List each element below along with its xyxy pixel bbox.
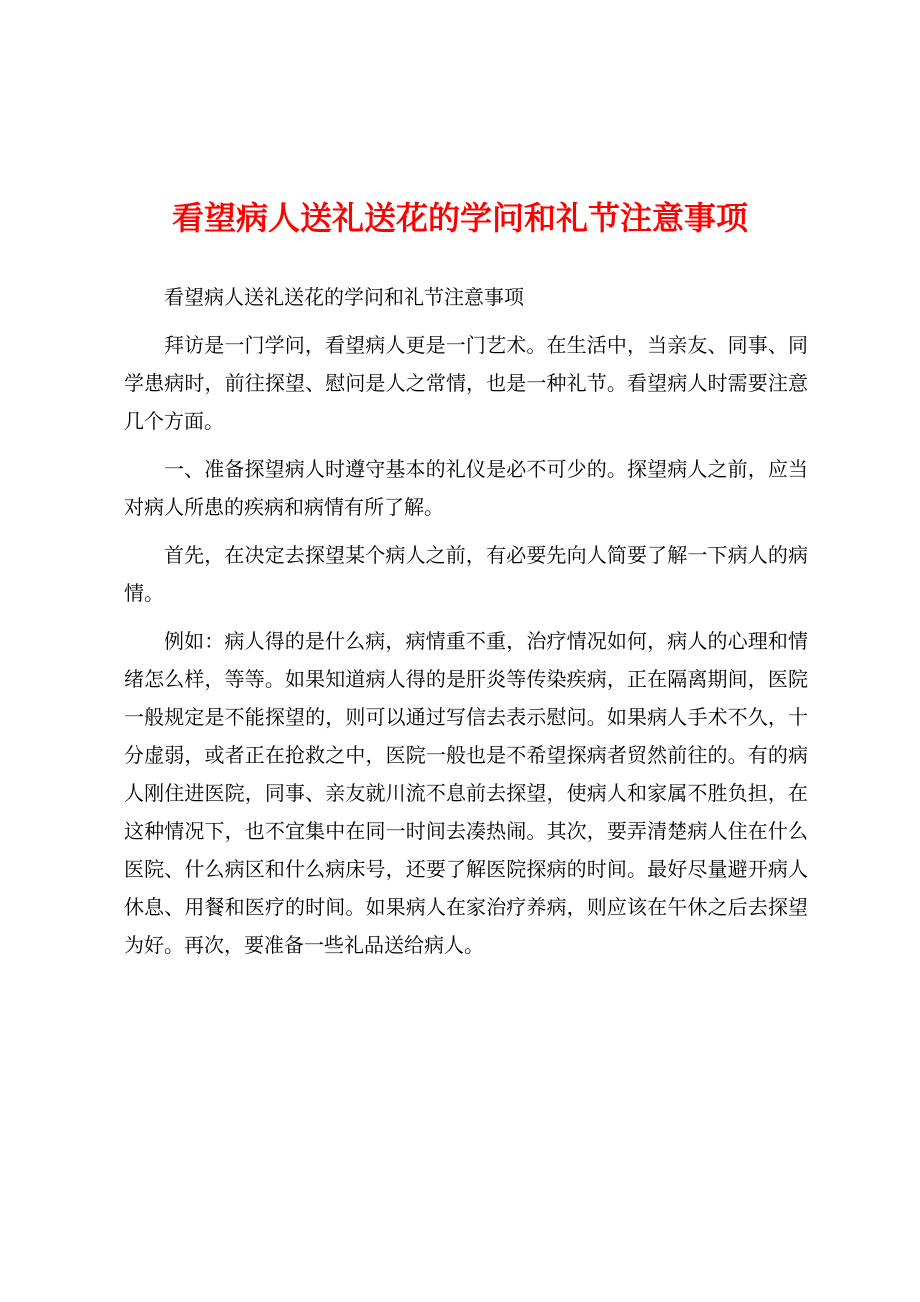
- paragraph-first: 首先，在决定去探望某个病人之前，有必要先向人简要了解一下病人的病情。: [124, 543, 808, 605]
- paragraph-example: 例如：病人得的是什么病，病情重不重，治疗情况如何，病人的心理和情绪怎么样，等等。如果知道病人得的是肝炎等传染疾病，正在隔离期间，医院一般规定是不能探望的，则可以通过写信去表示慰问。如果病人手术不久，十分虚弱，或者正在抢救之中，医院一般也是不希望探病者贸然前往的。有的病人刚住进医院，同事、亲友就川流不息前去探望，使病人和家属不胜负担，在这种情况下，也不宜集中在同一时间去凑热闹。其次，要弄清楚病人住在什么医院、什么病区和什么病床号，还要了解医院探病的时间。最好尽量避开病人休息、用餐和医疗的时间。如果病人在家治疗养病，则应该在午休之后去探望为好。再次，要准备一些礼品送给病人。: [124, 629, 808, 957]
- paragraph-section-one: 一、准备探望病人时遵守基本的礼仪是必不可少的。探望病人之前，应当对病人所患的疾病和病情有所了解。: [124, 457, 808, 519]
- document-title: 看望病人送礼送花的学问和礼节注意事项: [171, 199, 748, 237]
- paragraph-subtitle: 看望病人送礼送花的学问和礼节注意事项: [164, 285, 524, 309]
- document-body: [124, 278, 808, 974]
- paragraph-intro: 拜访是一门学问，看望病人更是一门艺术。在生活中，当亲友、同事、同学患病时，前往探望、慰问是人之常情，也是一种礼节。看望病人时需要注意几个方面。: [124, 333, 808, 433]
